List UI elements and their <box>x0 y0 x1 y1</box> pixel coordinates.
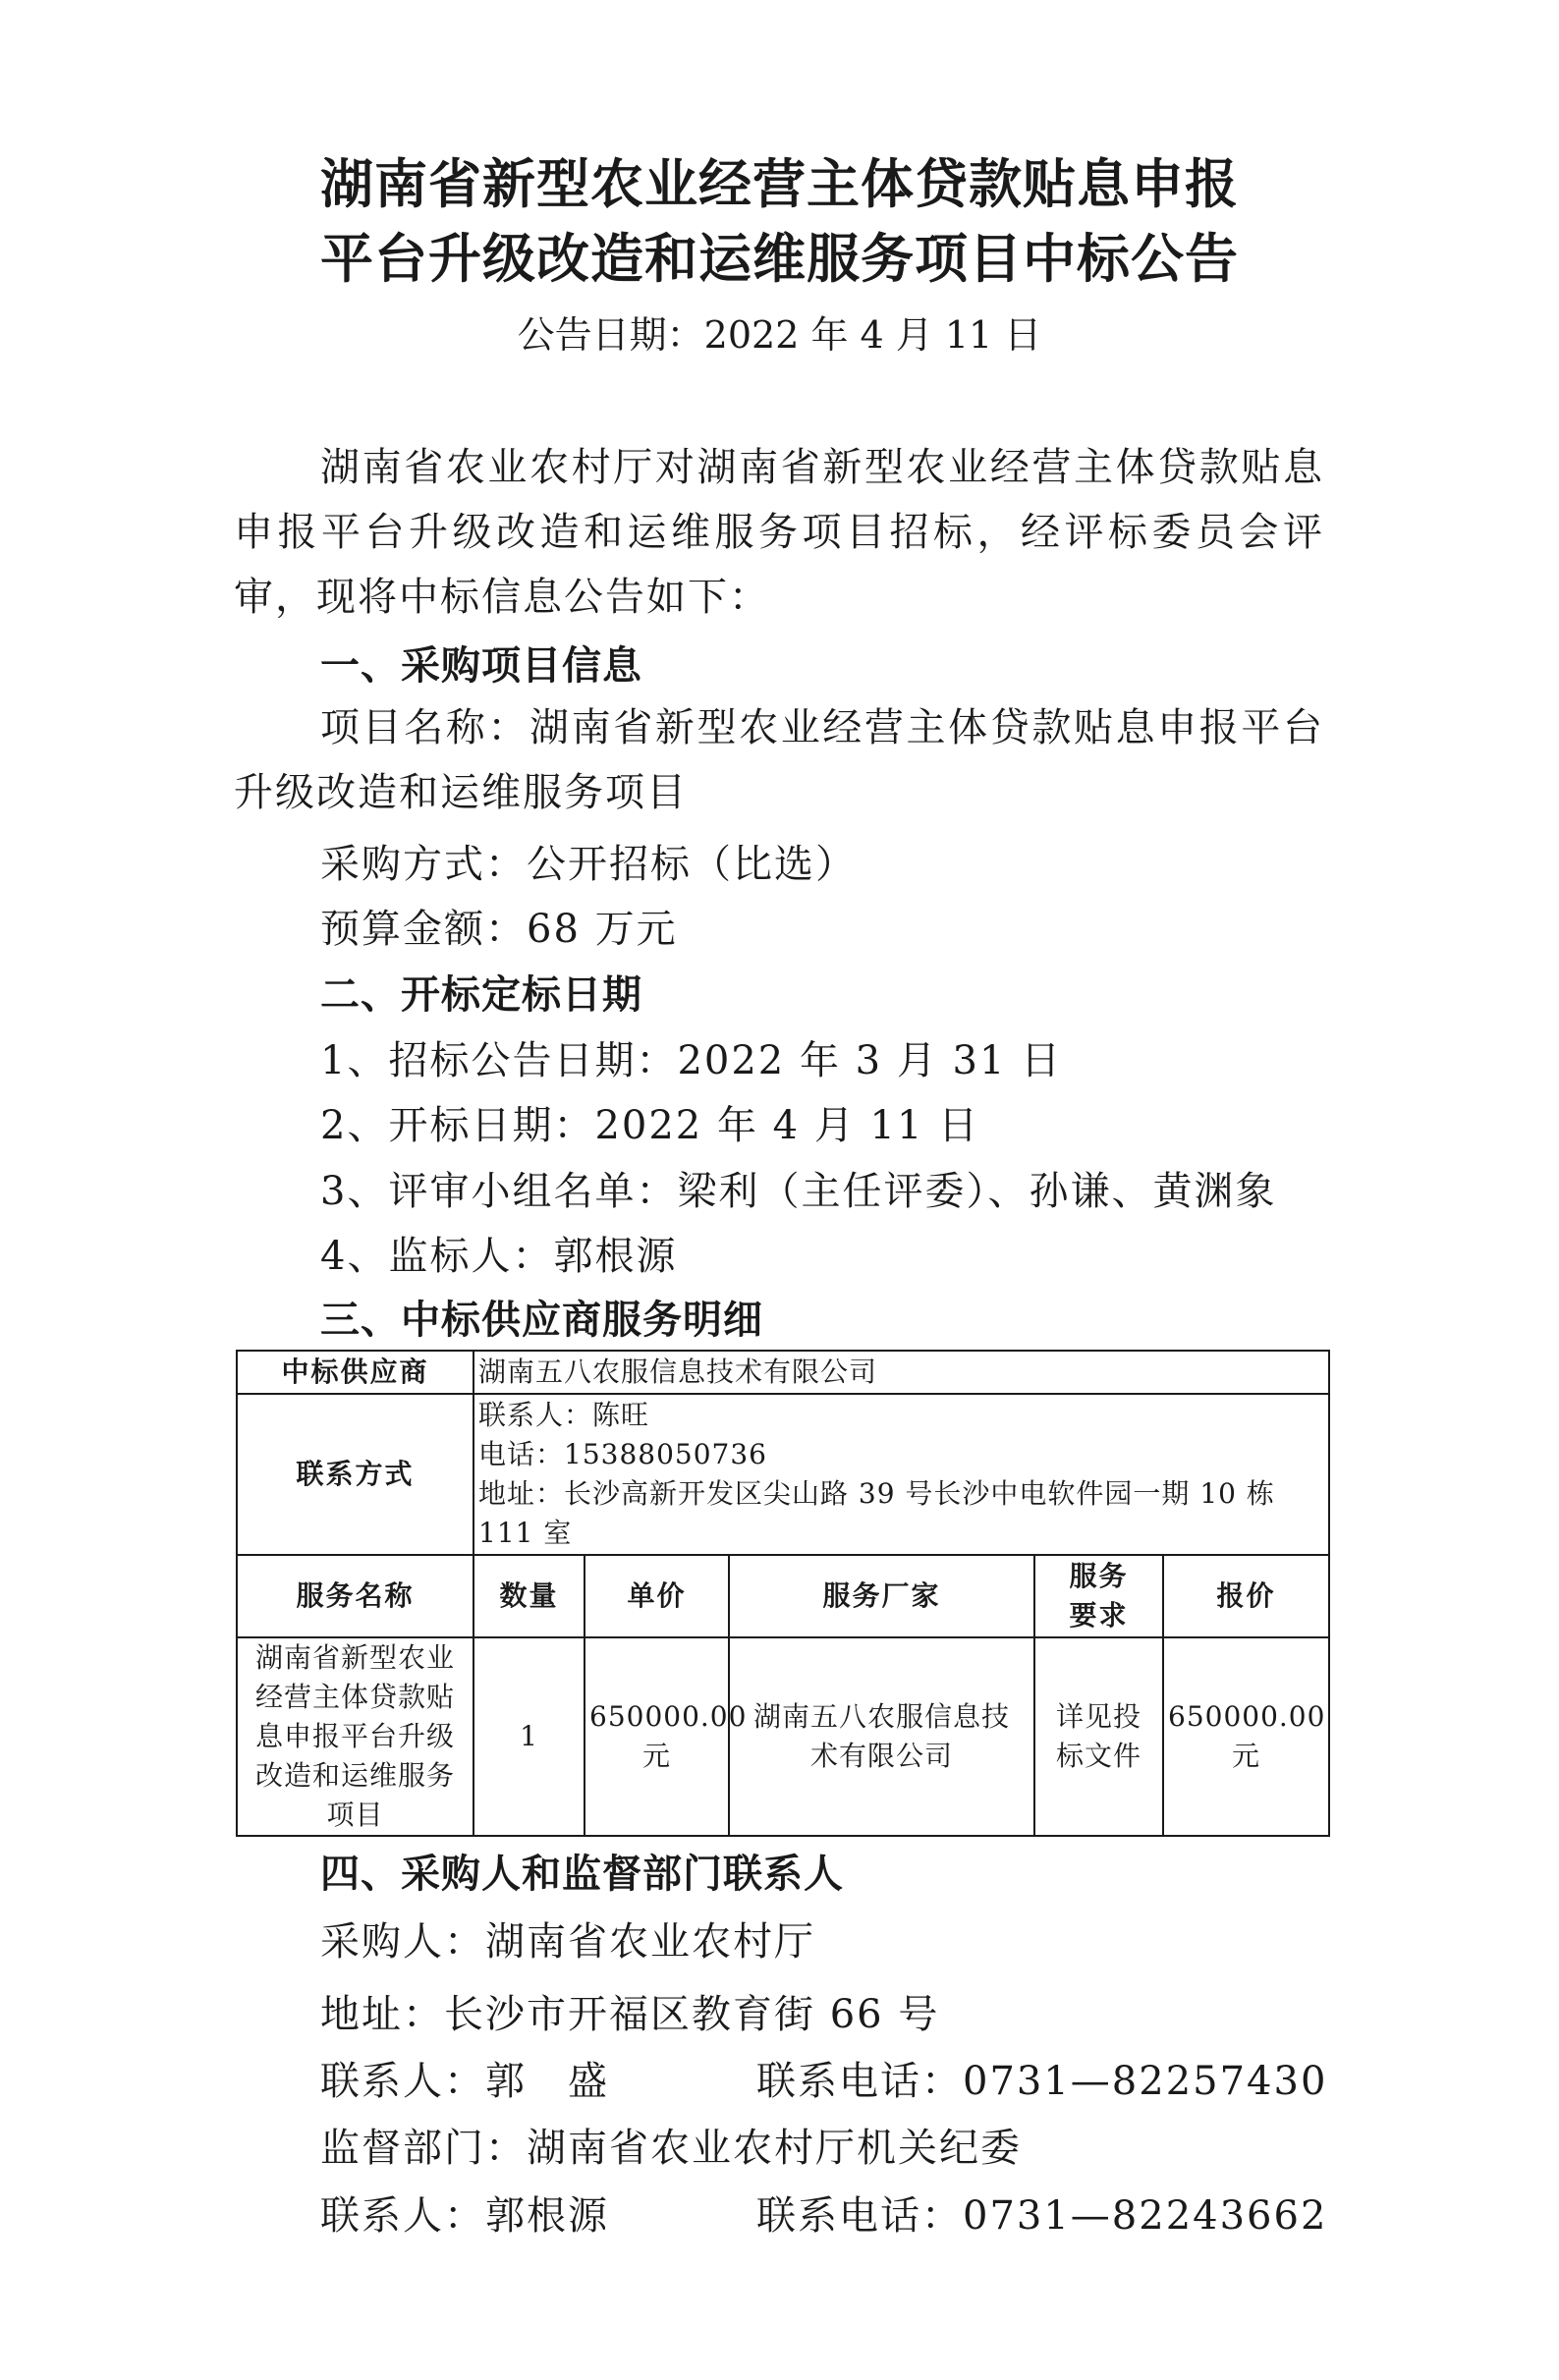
table-row <box>237 1637 1329 1836</box>
procurement-method: 采购方式：公开招标（比选） <box>320 842 857 887</box>
date-item-3: 3、评审小组名单：梁利（主任评委）、孙谦、黄渊象 <box>320 1169 1277 1214</box>
contact-2-phone: 联系电话：0731—82243662 <box>756 2193 1328 2239</box>
supplier-service-table <box>236 1350 1330 1837</box>
table-header-row <box>237 1555 1329 1637</box>
contact-row-2 <box>320 2188 1327 2243</box>
table-row <box>237 1351 1329 1394</box>
header-quantity: 数量 <box>473 1555 585 1637</box>
cell-unit-price: 650000.00 元 <box>585 1637 729 1836</box>
supplier-label: 中标供应商 <box>237 1351 473 1394</box>
cell-service-requirement: 详见投标文件 <box>1034 1637 1163 1836</box>
cell-quantity: 1 <box>473 1637 585 1836</box>
contact-2-name: 联系人：郭根源 <box>320 2193 609 2239</box>
cell-service-name: 湖南省新型农业经营主体贷款贴息申报平台升级改造和运维服务项目 <box>237 1637 473 1836</box>
cell-service-maker: 湖南五八农服信息技术有限公司 <box>729 1637 1034 1836</box>
document-title-line-2: 平台升级改造和运维服务项目中标公告 <box>320 228 1239 290</box>
project-name: 项目名称：湖南省新型农业经营主体贷款贴息申报平台升级改造和运维服务项目 <box>234 705 1324 815</box>
contact-1-name: 联系人：郭 盛 <box>320 2059 609 2104</box>
announcement-date: 公告日期：2022 年 4 月 11 日 <box>517 313 1042 357</box>
cell-quote: 650000.00 元 <box>1163 1637 1329 1836</box>
contact-1-phone: 联系电话：0731—82257430 <box>756 2059 1328 2104</box>
buyer: 采购人：湖南省农业农村厅 <box>320 1919 815 1965</box>
header-quote: 报价 <box>1163 1555 1329 1637</box>
supplier-value: 湖南五八农服信息技术有限公司 <box>473 1351 1329 1394</box>
section-1-heading: 一、采购项目信息 <box>320 643 642 689</box>
contact-phone: 电话：15388050736 <box>478 1438 767 1470</box>
section-2-heading: 二、开标定标日期 <box>320 972 642 1018</box>
date-item-2: 2、开标日期：2022 年 4 月 11 日 <box>320 1103 980 1148</box>
buyer-address: 地址：长沙市开福区教育街 66 号 <box>320 1992 940 2037</box>
table-row <box>237 1394 1329 1555</box>
budget-amount: 预算金额：68 万元 <box>320 907 678 952</box>
header-unit-price: 单价 <box>585 1555 729 1637</box>
date-item-4: 4、监标人：郭根源 <box>320 1234 678 1279</box>
contact-info-cell <box>473 1394 1329 1555</box>
supervisor-dept: 监督部门：湖南省农业农村厅机关纪委 <box>320 2126 1022 2171</box>
contact-label: 联系方式 <box>237 1394 473 1555</box>
header-service-name: 服务名称 <box>237 1555 473 1637</box>
header-service-maker: 服务厂家 <box>729 1555 1034 1637</box>
document-title-line-1: 湖南省新型农业经营主体贷款贴息申报 <box>320 153 1239 215</box>
contact-address: 地址：长沙高新开发区尖山路 39 号长沙中电软件园一期 10 栋 111 室 <box>478 1477 1275 1549</box>
header-service-requirement: 服务要求 <box>1034 1555 1163 1637</box>
date-item-1: 1、招标公告日期：2022 年 3 月 31 日 <box>320 1038 1063 1083</box>
section-4-heading: 四、采购人和监督部门联系人 <box>320 1852 844 1897</box>
section-3-heading: 三、中标供应商服务明细 <box>320 1298 763 1343</box>
contact-row-1 <box>320 2054 1327 2109</box>
intro-paragraph: 湖南省农业农村厅对湖南省新型农业经营主体贷款贴息申报平台升级改造和运维服务项目招标，经评标委员会评审，现将中标信息公告如下： <box>234 445 1324 620</box>
contact-person: 联系人：陈旺 <box>478 1399 650 1431</box>
